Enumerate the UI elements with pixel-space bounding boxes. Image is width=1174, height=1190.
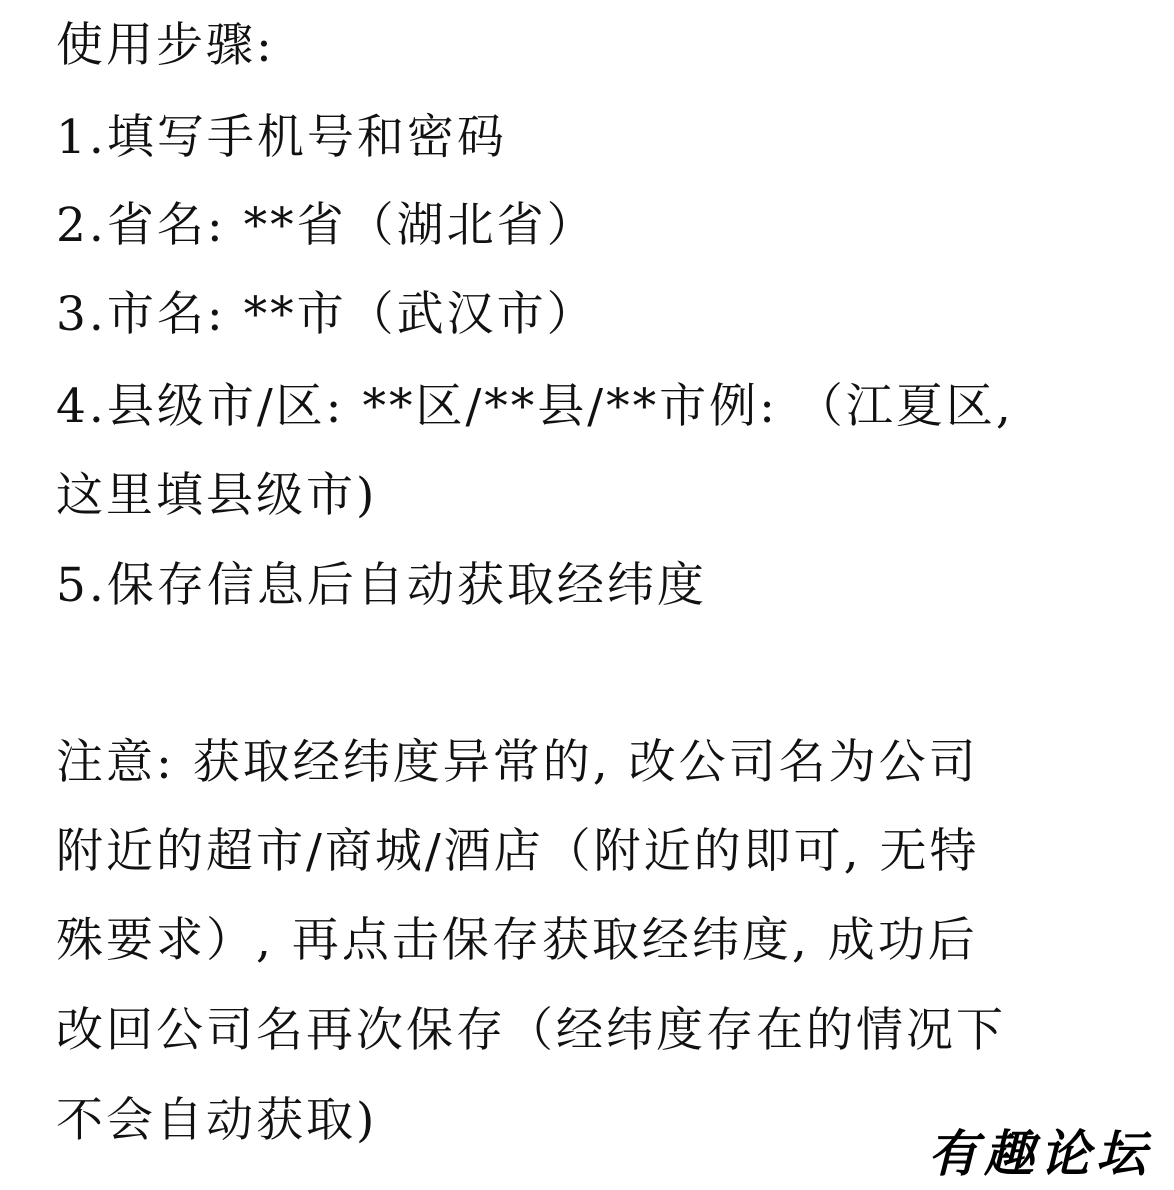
note-line-3: 殊要求）, 再点击保存获取经纬度, 成功后: [56, 913, 978, 968]
note-line-4: 改回公司名再次保存（经纬度存在的情况下: [56, 1003, 1006, 1058]
forum-watermark: 有趣论坛: [928, 1124, 1152, 1183]
step-5: 5.保存信息后自动获取经纬度: [56, 558, 707, 613]
note-line-2: 附近的超市/商城/酒店（附近的即可, 无特: [56, 824, 980, 879]
step-4: 4.县级市/区: **区/**县/**市例: （江夏区,: [56, 379, 1014, 434]
step-3: 3.市名: **市（武汉市）: [56, 287, 597, 342]
steps-title: 使用步骤:: [56, 18, 275, 73]
step-1: 1.填写手机号和密码: [56, 110, 507, 165]
step-2: 2.省名: **省（湖北省）: [56, 198, 597, 253]
step-4-continued: 这里填县级市): [56, 468, 378, 523]
note-line-1: 注意: 获取经纬度异常的, 改公司名为公司: [56, 735, 979, 790]
note-line-5: 不会自动获取): [56, 1093, 378, 1148]
